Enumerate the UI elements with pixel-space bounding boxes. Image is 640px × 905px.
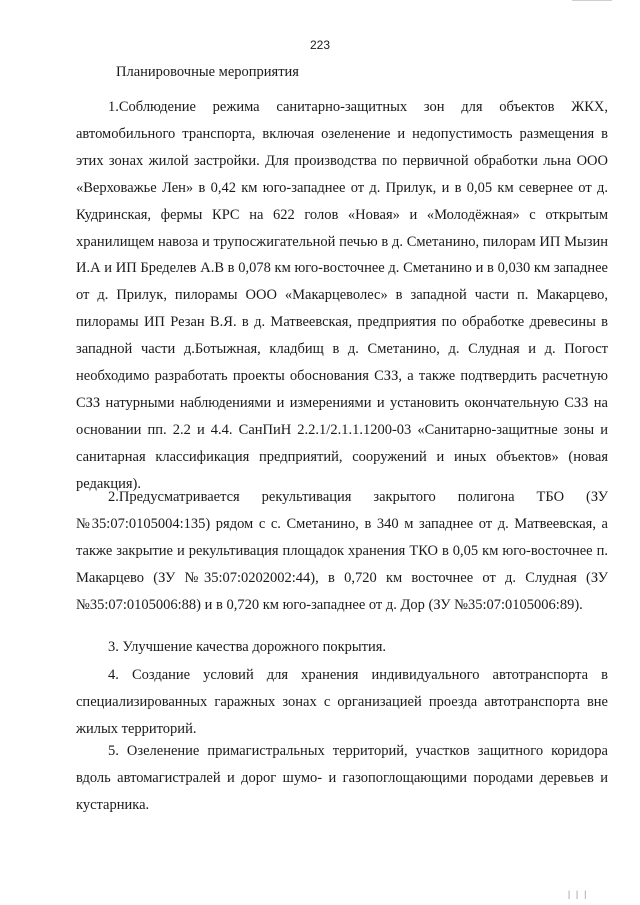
paragraph-road-surface: 3. Улучшение качества дорожного покрытия. (108, 639, 387, 655)
section-heading: Планировочные мероприятия (116, 64, 299, 80)
scan-footer-mark: | | | (568, 889, 588, 899)
scan-edge-mark (572, 0, 612, 5)
paragraph-vehicle-storage: 4. Создание условий для хранения индивидуального автотранспорта в специализированных гаражных зонах с организацией проезда автотранспорта вне жилых территорий. (76, 667, 608, 737)
paragraph-landfill-recultivation: 2.Предусматривается рекультивация закрытого полигона ТБО (ЗУ №35:07:0105004:135) рядом с с. Сметанино, в 340 м западнее от д. Матвеевская, а также закрытие и рекультивация площадок хранения ТКО в 0,05 км юго-восточнее п. Макарцево (ЗУ №35:07:0202002:44), в 0,720 км восточнее от д. Слудная (ЗУ №35:07:0105006:88) и в 0,720 км юго-западнее от д. Дор (ЗУ №35:07:0105006:89). (76, 489, 608, 613)
page-number: 223 (309, 38, 331, 52)
paragraph-sanitary-zones: 1.Соблюдение режима санитарно-защитных зон для объектов ЖКХ, автомобильного транспорта, включая озеленение и недопустимость размещения в этих зонах жилой застройки. Для производства по первичной обработки льна ООО «Верховажье Лен» в 0,42 км юго-западнее от д. Прилук, и в 0,05 км севернее от д. Кудринская, фермы КРС на 622 голов «Новая» и «Молодёжная» с открытым хранилищем навоза и трупосжигательной печью в д. Сметанино, пилорам ИП Мызин И.А и ИП Бределев А.В в 0,078 км юго-восточнее д. Сметанино и в 0,030 км западнее от д. Прилук, пилорамы ООО «Макарцеволес» в западной части п. Макарцево, пилорамы ИП Резан В.Я. в д. Матвеевская, предприятия по обработке древесины в западной части д.Ботыжная, кладбищ в д. Сметанино, д. Слудная и д. Погост необходимо разработать проекты обоснования СЗЗ, а также подтвердить расчетную СЗЗ натурными наблюдениями и измерениями и установить окончательную СЗЗ на основании пп. 2.2 и 4.4. СанПиН 2.2.1/2.1.1.1200-03 «Санитарно-защитные зоны и санитарная классификация предприятий, сооружений и иных объектов» (новая редакция). (76, 99, 608, 492)
paragraph-greening: 5. Озеленение примагистральных территорий, участков защитного коридора вдоль автомагистралей и дорог шумо- и газопоглощающими породами деревьев и кустарника. (76, 743, 608, 813)
